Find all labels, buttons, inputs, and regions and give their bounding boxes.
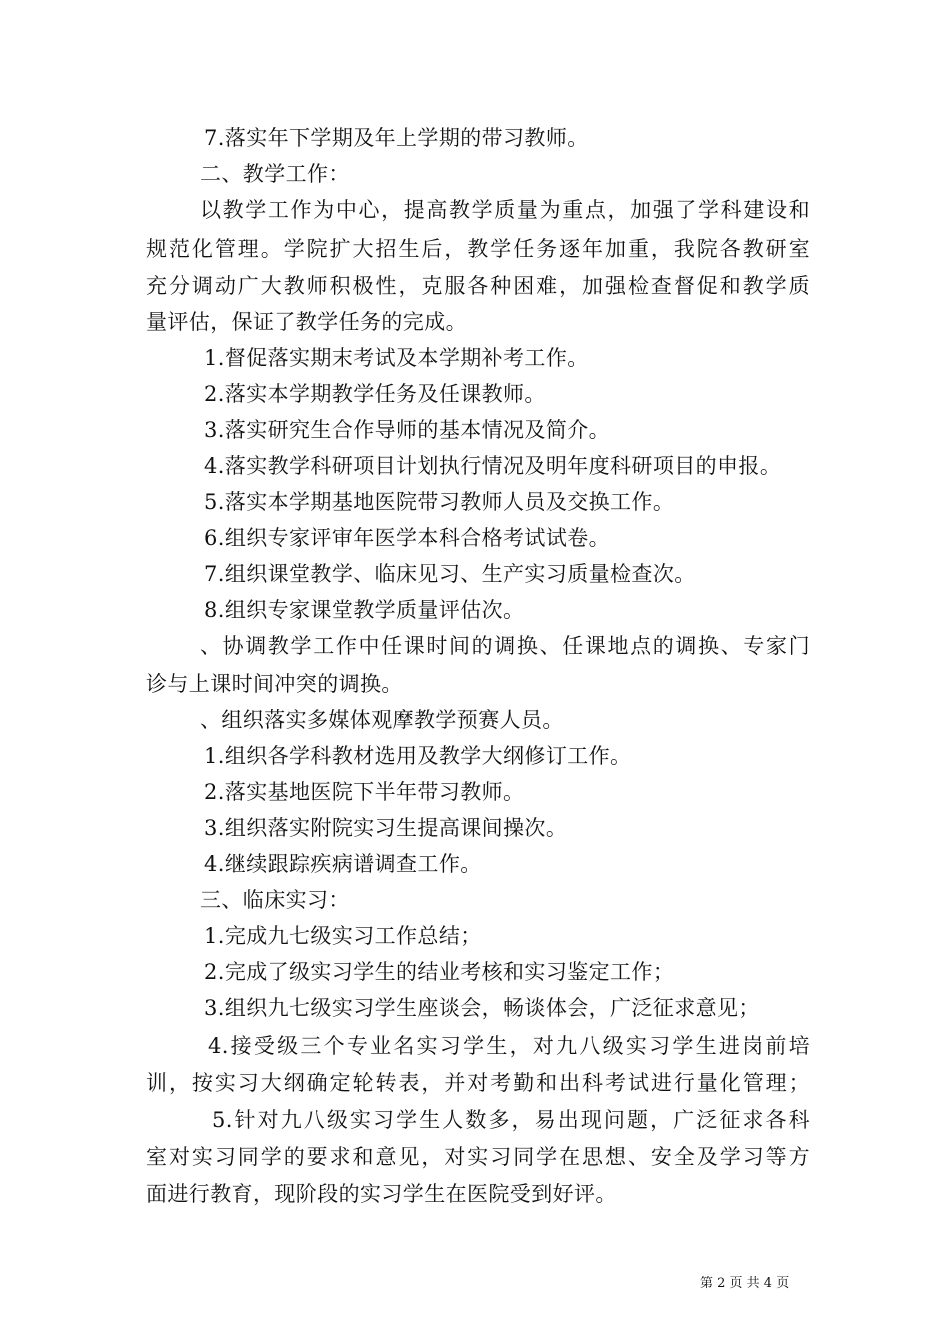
section-heading: 三、临床实习：: [200, 888, 350, 912]
list-item: 4.接受级三个专业名实习学生，对九八级实习学生进岗前培: [208, 1034, 810, 1058]
list-item: 8.组织专家课堂教学质量评估次。: [204, 598, 525, 622]
page-number: 第 2 页 共 4 页: [700, 1276, 790, 1291]
list-item: 4.落实教学科研项目计划执行情况及明年度科研项目的申报。: [204, 454, 782, 478]
list-item: 7.组织课堂教学、临床见习、生产实习质量检查次。: [204, 562, 696, 586]
list-item: 1.督促落实期末考试及本学期补考工作。: [204, 346, 589, 370]
list-item: 5.针对九八级实习学生人数多，易出现问题，广泛征求各科: [212, 1108, 810, 1132]
list-item: 5.落实本学期基地医院带习教师人员及交换工作。: [204, 490, 675, 514]
text-line: 诊与上课时间冲突的调换。: [146, 672, 403, 696]
list-item: 2.落实本学期教学任务及任课教师。: [204, 382, 546, 406]
text-line: 、组织落实多媒体观摩教学预赛人员。: [200, 708, 564, 732]
text-line: 面进行教育，现阶段的实习学生在医院受到好评。: [146, 1182, 617, 1206]
section-heading: 二、教学工作：: [200, 162, 350, 186]
list-item: 2.完成了级实习学生的结业考核和实习鉴定工作；: [204, 960, 675, 984]
list-item: 3.落实研究生合作导师的基本情况及简介。: [204, 418, 611, 442]
text-line: 量评估，保证了教学任务的完成。: [146, 310, 467, 334]
list-item: 1.完成九七级实习工作总结；: [204, 924, 482, 948]
list-item: 1.组织各学科教材选用及教学大纲修订工作。: [204, 744, 632, 768]
text-line: 训，按实习大纲确定轮转表，并对考勤和出科考试进行量化管理；: [146, 1071, 810, 1095]
text-line: 7.落实年下学期及年上学期的带习教师。: [204, 126, 589, 150]
text-line: 、协调教学工作中任课时间的调换、任课地点的调换、专家门: [200, 634, 810, 658]
list-item: 6.组织专家评审年医学本科合格考试试卷。: [204, 526, 611, 550]
text-line: 充分调动广大教师积极性，克服各种困难，加强检查督促和教学质: [146, 274, 810, 298]
text-line: 室对实习同学的要求和意见，对实习同学在思想、安全及学习等方: [146, 1145, 810, 1169]
text-line: 以教学工作为中心，提高教学质量为重点，加强了学科建设和: [200, 198, 810, 222]
text-line: 规范化管理。学院扩大招生后，教学任务逐年加重，我院各教研室: [146, 237, 810, 261]
list-item: 4.继续跟踪疾病谱调查工作。: [204, 852, 482, 876]
list-item: 3.组织落实附院实习生提高课间操次。: [204, 816, 568, 840]
list-item: 3.组织九七级实习学生座谈会，畅谈体会，广泛征求意见；: [204, 996, 760, 1020]
list-item: 2.落实基地医院下半年带习教师。: [204, 780, 525, 804]
